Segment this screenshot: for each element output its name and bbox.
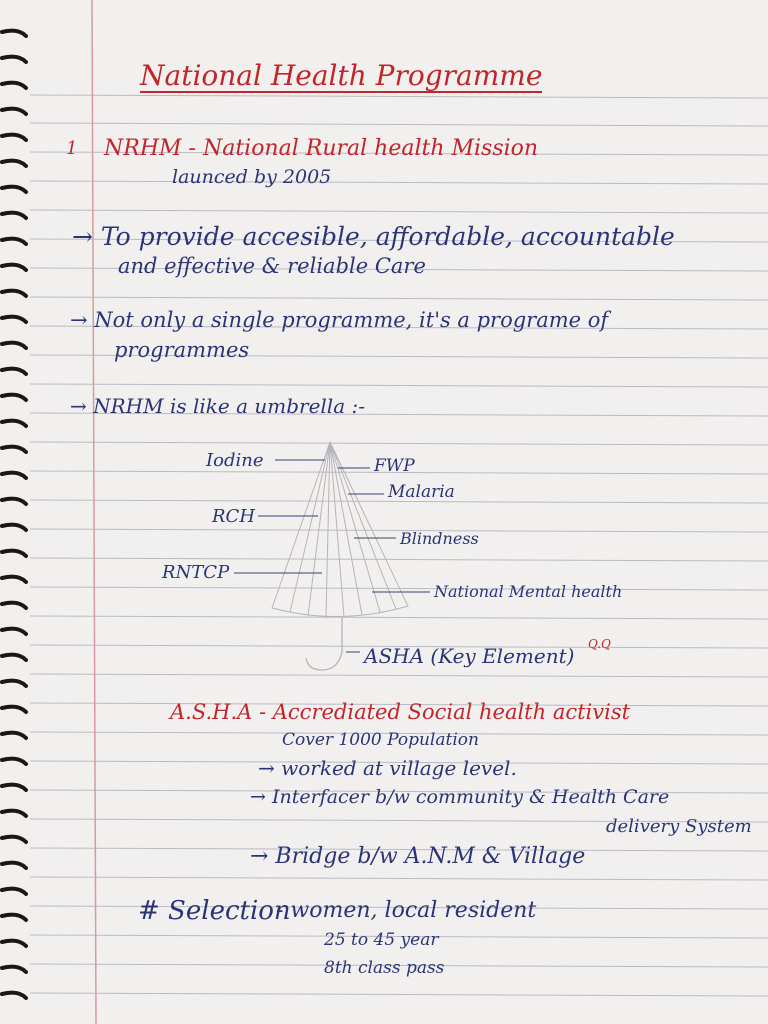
asha-line-population: Cover 1000 Population — [282, 730, 479, 750]
umbrella-label-malaria: Malaria — [388, 482, 455, 502]
umbrella-label-mental-health: National Mental health — [434, 582, 623, 601]
selection-education: 8th class pass — [324, 958, 445, 978]
asha-line-delivery: delivery System — [606, 816, 752, 837]
umbrella-label-fwp: FWP — [374, 456, 415, 476]
asha-line-interfacer: → Interfacer b/w community & Health Care — [250, 786, 670, 808]
umbrella-label-asha: ASHA (Key Element) — [364, 644, 575, 668]
point-accessible: → To provide accesible, affordable, accountable — [72, 222, 675, 251]
page-title: National Health Programme — [140, 59, 543, 92]
margin-line — [92, 0, 96, 1024]
point-accessible-cont: and effective & reliable Care — [118, 254, 426, 278]
umbrella-handle — [306, 618, 342, 670]
umbrella-label-iodine: Iodine — [206, 450, 264, 471]
spiral-binding — [0, 0, 40, 1024]
asha-heading: A.S.H.A - Accrediated Social health activist — [170, 700, 631, 724]
nrhm-launched: launced by 2005 — [172, 166, 332, 188]
selection-detail: - women, local resident — [276, 898, 537, 923]
umbrella-label-rntcp: RNTCP — [162, 562, 230, 583]
point-umbrella: → NRHM is like a umbrella :- — [70, 394, 365, 418]
point-programme: → Not only a single programme, it's a programe of — [70, 308, 609, 332]
asha-line-bridge: → Bridge b/w A.N.M & Village — [250, 844, 586, 869]
umbrella-label-blindness: Blindness — [400, 529, 479, 548]
nrhm-heading: NRHM - National Rural health Mission — [104, 136, 539, 161]
selection-heading: # Selection — [138, 896, 291, 926]
point-programme-cont: programmes — [114, 338, 250, 362]
asha-line-village-level: → worked at village level. — [258, 756, 517, 780]
selection-age: 25 to 45 year — [324, 930, 439, 950]
nrhm-bullet: 1 — [66, 138, 78, 159]
umbrella-label-rch: RCH — [212, 506, 256, 527]
umbrella-asha-mark: Q.Q — [588, 637, 611, 651]
